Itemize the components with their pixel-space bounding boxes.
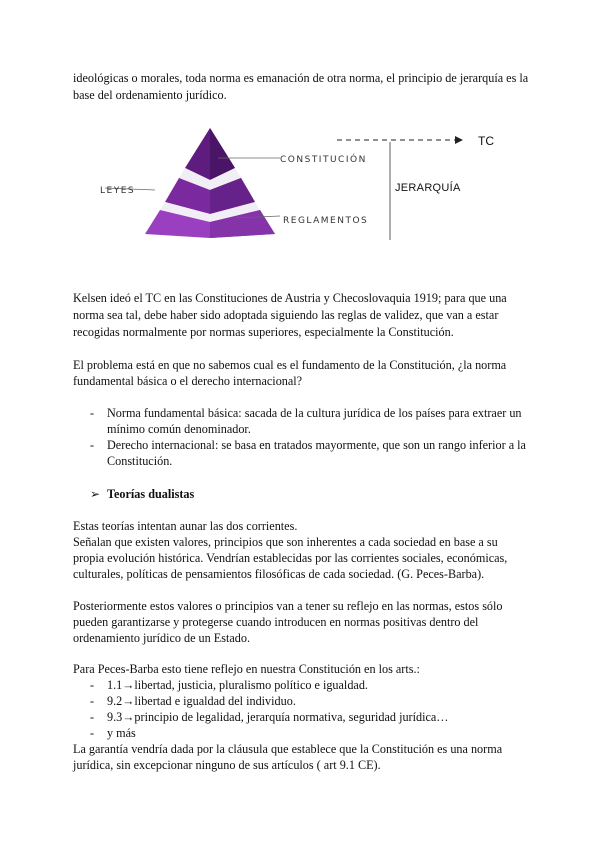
bullet-dash: - [90,726,95,740]
bullet-derecho-line-1: Derecho internacional: se basa en tratados mayormente, que son un rango inferior a la [107,438,526,452]
label-constitucion: CONSTITUCIÓN [280,155,367,165]
label-jerarquia: JERARQUÍA [395,182,461,194]
bullet-y-mas: y más [107,726,136,740]
bullet-dash: - [90,678,95,692]
garantia-line-1: La garantía vendría dada por la cláusula que establece que la Constitución es una norma [73,742,503,756]
bullet-norma-line-2: mínimo común denominador. [107,422,251,436]
intro-line-2: base del ordenamiento jurídico. [73,88,227,102]
dualistas-line-1: Estas teorías intentan aunar las dos corrientes. [73,519,298,533]
dualistas-line-3: propia evolución histórica. Vendrían establecidas por las corrientes sociales, económicas, [73,551,508,565]
problema-line-2: fundamental básica o el derecho internacional? [73,374,303,388]
kelsen-line-3: recogidas normalmente por normas superiores, especialmente la Constitución. [73,325,454,339]
garantia-line-2: jurídica, sin excepcionar ninguno de sus artículos ( art 9.1 CE). [73,758,381,772]
posteriormente-line-1: Posteriormente estos valores o principios van a tener su reflejo en las normas, estos sólo [73,599,503,613]
dualistas-line-2: Señalan que existen valores, principios que son inherentes a cada sociedad en base a su [73,535,498,549]
label-reglamentos: REGLAMENTOS [283,216,369,226]
bullet-dash: - [90,406,95,420]
section-title: Teorías dualistas [107,487,195,501]
bullet-art-9-2: 9.2→libertad e igualdad del individuo. [107,694,296,708]
bullet-derecho-line-2: Constitución. [107,454,173,468]
peces-line-1: Para Peces-Barba esto tiene reflejo en nuestra Constitución en los arts.: [73,662,420,676]
kelsen-line-2: norma sea tal, debe haber sido adoptada siguiendo las reglas de validez, que van a estar [73,308,499,322]
posteriormente-line-3: ordenamiento jurídico de un Estado. [73,631,251,645]
label-tc: TC [478,134,494,148]
problema-line-1: El problema está en que no sabemos cual es el fundamento de la Constitución, ¿la norma [73,358,507,372]
bullet-art-9-3: 9.3→principio de legalidad, jerarquía normativa, seguridad jurídica… [107,710,449,724]
dualistas-line-4: culturales, políticas de pensamientos filosóficas de cada sociedad. (G. Peces-Barba). [73,567,485,581]
kelsen-line-1: Kelsen ideó el TC en las Constituciones de Austria y Checoslovaquia 1919; para que una [73,291,507,305]
intro-line-1: ideológicas o morales, toda norma es emanación de otra norma, el principio de jerarquía es la [73,71,529,85]
bullet-art-1-1: 1.1→libertad, justicia, pluralismo político e igualdad. [107,678,368,692]
bullet-dash: - [90,438,95,452]
bullet-norma-line-1: Norma fundamental básica: sacada de la cultura jurídica de los países para extraer un [107,406,522,420]
posteriormente-line-2: pueden garantizarse y protegerse cuando introducen en normas positivas dentro del [73,615,479,629]
bullet-dash: - [90,694,95,708]
label-leyes: LEYES [100,186,136,196]
section-arrow-icon: ➢ [90,487,101,501]
bullet-dash: - [90,710,95,724]
